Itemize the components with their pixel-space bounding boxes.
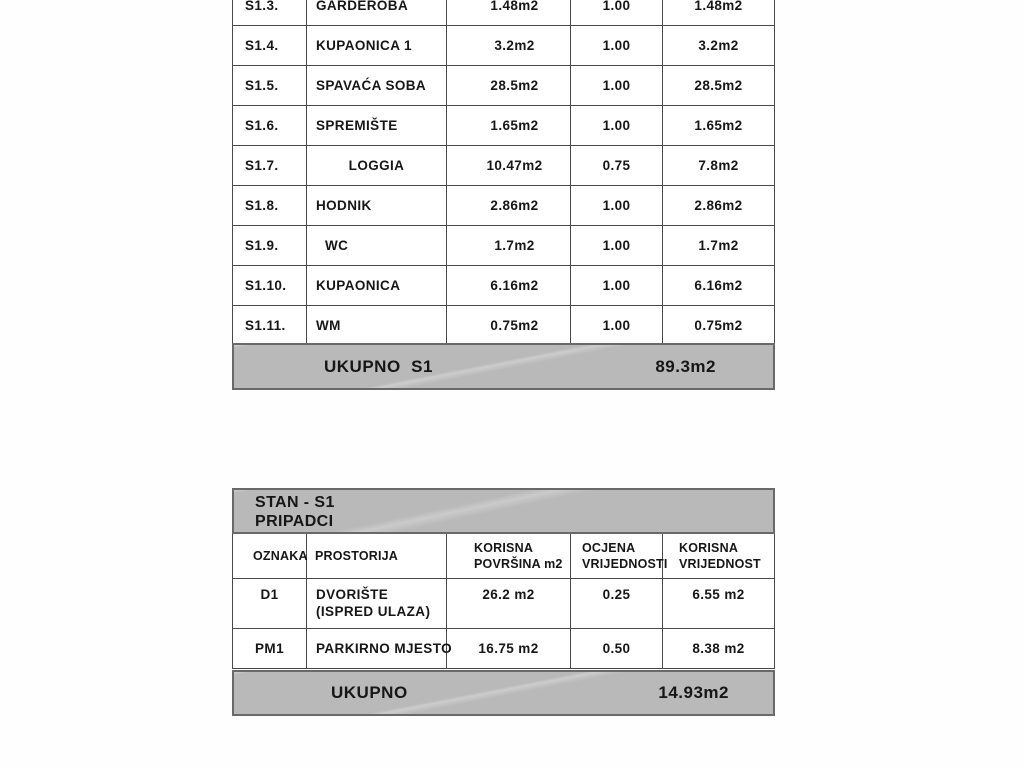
- cell-oznaka: S1.11.: [233, 306, 307, 345]
- cell-prostorija: SPAVAĆA SOBA: [307, 66, 447, 105]
- cell-oznaka: D1: [233, 579, 307, 628]
- header-line: OCJENA: [582, 540, 636, 555]
- header-line: KORISNA: [679, 540, 739, 555]
- cell-vrijednost: 28.5m2: [694, 78, 743, 93]
- title-line2: PRIPADCI: [255, 512, 334, 530]
- rooms-total-bar: [232, 343, 775, 390]
- cell-vrijednost: 1.7m2: [698, 238, 739, 253]
- cell-ocjena: 1.00: [571, 186, 663, 225]
- cell-oznaka: S1.10.: [233, 266, 307, 305]
- cell-prostorija: KUPAONICA: [307, 266, 447, 305]
- cell-povrsina: 16.75 m2: [447, 629, 571, 668]
- rooms-area-table: [232, 0, 775, 346]
- cell-vrijednost: 0.75m2: [694, 318, 743, 333]
- table-row: [233, 579, 774, 629]
- cell-ocjena: 1.00: [571, 66, 663, 105]
- table-row: [233, 306, 774, 346]
- cell-ocjena: 1.00: [571, 0, 663, 25]
- pripadci-total-bar: [232, 670, 775, 716]
- cell-line: DVORIŠTE: [316, 587, 389, 602]
- header-oznaka: OZNAKA: [233, 534, 307, 578]
- total-value: 89.3m2: [655, 356, 716, 376]
- cell-prostorija: SPREMIŠTE: [307, 106, 447, 145]
- table-row: [233, 26, 774, 66]
- table-row: [233, 629, 774, 669]
- total-label: UKUPNO: [331, 683, 408, 702]
- cell-ocjena: 1.00: [571, 306, 663, 345]
- header-line: VRIJEDNOSTI: [582, 557, 668, 571]
- cell-oznaka: S1.4.: [233, 26, 307, 65]
- cell-vrijednost: 6.16m2: [694, 278, 743, 293]
- pripadci-title-bar: [232, 488, 775, 534]
- header-ocjena: [571, 534, 668, 578]
- table-row: [233, 106, 774, 146]
- table-row: [233, 66, 774, 106]
- header-prostorija: PROSTORIJA: [307, 534, 447, 578]
- header-line: KORISNA: [474, 540, 534, 555]
- cell-prostorija: PARKIRNO MJESTO: [307, 629, 447, 668]
- cell-ocjena: 0.25: [571, 579, 663, 628]
- title-line1: STAN - S1: [255, 494, 335, 511]
- table-row: [233, 0, 774, 26]
- table-row: [233, 146, 774, 186]
- cell-povrsina: 28.5m2: [447, 66, 571, 105]
- cell-povrsina: 1.7m2: [447, 226, 571, 265]
- cell-line: (ISPRED ULAZA): [316, 603, 431, 619]
- cell-prostorija: LOGGIA: [307, 146, 447, 185]
- cell-povrsina: 2.86m2: [447, 186, 571, 225]
- cell-povrsina: 26.2 m2: [447, 579, 571, 628]
- table-row: [233, 186, 774, 226]
- cell-oznaka: S1.3.: [233, 0, 307, 25]
- cell-prostorija: WM: [307, 306, 447, 345]
- cell-ocjena: 1.00: [571, 266, 663, 305]
- cell-prostorija: GARDEROBA: [307, 0, 447, 25]
- cell-ocjena: 1.00: [571, 226, 663, 265]
- cell-vrijednost: 1.65m2: [694, 118, 743, 133]
- table-row: [233, 266, 774, 306]
- cell-oznaka: S1.8.: [233, 186, 307, 225]
- header-vrijednost: [663, 534, 774, 578]
- cell-vrijednost: 6.55 m2: [692, 587, 745, 602]
- cell-oznaka: PM1: [233, 629, 307, 668]
- cell-povrsina: 0.75m2: [447, 306, 571, 345]
- cell-ocjena: 0.50: [571, 629, 663, 668]
- cell-oznaka: S1.9.: [233, 226, 307, 265]
- cell-oznaka: S1.7.: [233, 146, 307, 185]
- total-value: 14.93m2: [658, 683, 729, 702]
- cell-oznaka: S1.5.: [233, 66, 307, 105]
- total-label: UKUPNO S1: [324, 356, 433, 376]
- cell-ocjena: 0.75: [571, 146, 663, 185]
- table-row: [233, 226, 774, 266]
- cell-prostorija: WC: [307, 226, 447, 265]
- header-line: VRIJEDNOST: [679, 557, 761, 571]
- cell-povrsina: 1.48m2: [447, 0, 571, 25]
- cell-vrijednost: 8.38 m2: [692, 641, 745, 656]
- cell-vrijednost: 2.86m2: [694, 198, 743, 213]
- cell-povrsina: 6.16m2: [447, 266, 571, 305]
- cell-oznaka: S1.6.: [233, 106, 307, 145]
- header-povrsina: [447, 534, 571, 578]
- cell-ocjena: 1.00: [571, 106, 663, 145]
- cell-povrsina: 3.2m2: [447, 26, 571, 65]
- cell-povrsina: 1.65m2: [447, 106, 571, 145]
- cell-prostorija: HODNIK: [307, 186, 447, 225]
- pripadci-table: [232, 534, 775, 669]
- cell-povrsina: 10.47m2: [447, 146, 571, 185]
- header-line: POVRŠINA m2: [474, 557, 563, 571]
- table-header-row: [233, 534, 774, 579]
- cell-vrijednost: 7.8m2: [698, 158, 739, 173]
- cell-prostorija: KUPAONICA 1: [307, 26, 447, 65]
- cell-vrijednost: 1.48m2: [694, 0, 743, 13]
- cell-prostorija: [307, 579, 447, 628]
- cell-vrijednost: 3.2m2: [698, 38, 739, 53]
- cell-ocjena: 1.00: [571, 26, 663, 65]
